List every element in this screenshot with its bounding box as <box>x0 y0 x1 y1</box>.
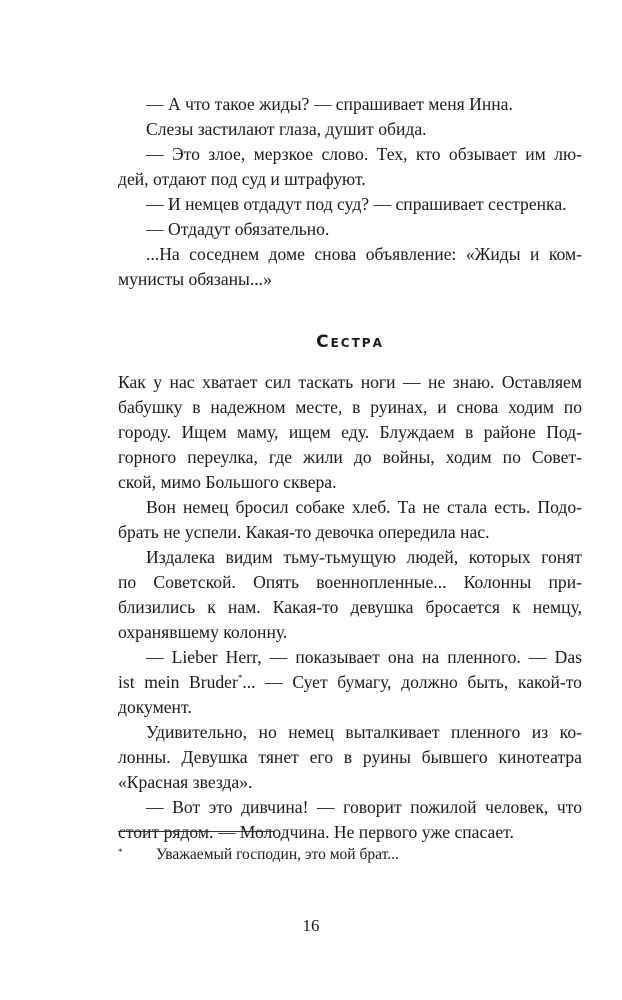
paragraph <box>118 142 582 192</box>
text-line: горного переулка, где жили до войны, ходим по Совет- <box>118 447 582 467</box>
text-line: — Отдадут обязательно. <box>146 219 330 239</box>
text-line: Издалека видим тьму-тьмущую людей, которых гонят <box>146 547 582 567</box>
main-text-block <box>118 370 582 845</box>
paragraph <box>118 645 582 720</box>
page-number: 16 <box>302 916 320 935</box>
text-line: мунисты обязаны...» <box>118 269 272 289</box>
text-line: документ. <box>118 697 192 717</box>
footnote-divider <box>118 831 274 832</box>
text-line: — Lieber Herr, — показывает она на пленного. — Das <box>146 647 582 667</box>
text-line: Вон немец бросил собаке хлеб. Та не стала есть. Подо- <box>146 497 582 517</box>
text-line: близились к нам. Какая-то девушка бросается к немцу, <box>118 597 582 617</box>
text-line: дей, отдают под суд и штрафуют. <box>118 169 366 189</box>
text-line: Слезы застилают глаза, душит обида. <box>146 119 427 139</box>
text-line <box>118 670 582 695</box>
text-line: Как у нас хватает сил таскать ноги — не знаю. Оставляем <box>118 372 582 392</box>
text-line: Удивительно, но немец выталкивает пленного из ко- <box>146 722 582 742</box>
footnote-mark: * <box>118 847 123 857</box>
text-line: городу. Ищем маму, ищем еду. Блуждаем в районе Под- <box>118 422 582 442</box>
paragraph <box>118 92 582 117</box>
paragraph <box>118 217 582 242</box>
text-line: — А что такое жиды? — спрашивает меня Инна. <box>146 94 513 114</box>
text-line: ...На соседнем доме снова объявление: «Жиды и ком- <box>146 244 582 264</box>
paragraph <box>118 192 582 217</box>
text-line: лонны. Девушка тянет его в руины бывшего кинотеатра <box>118 747 582 767</box>
paragraph <box>118 117 582 142</box>
text-fragment: ... — Сует бумагу, должно быть, какой-то <box>242 672 582 692</box>
text-line: охранявшему колонну. <box>118 622 288 642</box>
paragraph <box>118 242 582 292</box>
footnote-text: Уважаемый господин, это мой брат... <box>156 846 399 863</box>
footnote-reference: * <box>237 673 243 684</box>
top-text-block <box>118 92 582 292</box>
text-line: — Вот это дивчина! — говорит пожилой человек, что <box>146 797 582 817</box>
text-line: — И немцев отдадут под суд? — спрашивает сестренка. <box>146 194 567 214</box>
text-line: стоит рядом. — Молодчина. Не первого уже спасает. <box>118 822 514 842</box>
paragraph <box>118 545 582 645</box>
text-line: — Это злое, мерзкое слово. Тех, кто обзывает им лю- <box>146 144 582 164</box>
paragraph <box>118 795 582 845</box>
paragraph <box>118 370 582 495</box>
text-line: «Красная звезда». <box>118 772 253 792</box>
text-fragment: ist mein Bruder <box>118 672 238 692</box>
text-line: брать не успели. Какая-то девочка опередила нас. <box>118 522 490 542</box>
text-line: ской, мимо Большого сквера. <box>118 472 337 492</box>
text-line: бабушку в надежном месте, в руинах, и снова ходим по <box>118 397 582 417</box>
paragraph <box>118 720 582 795</box>
footnote <box>118 844 582 866</box>
paragraph <box>118 495 582 545</box>
text-line: по Советской. Опять военнопленные... Колонны при- <box>118 572 582 592</box>
section-title: Сестра <box>316 332 384 352</box>
